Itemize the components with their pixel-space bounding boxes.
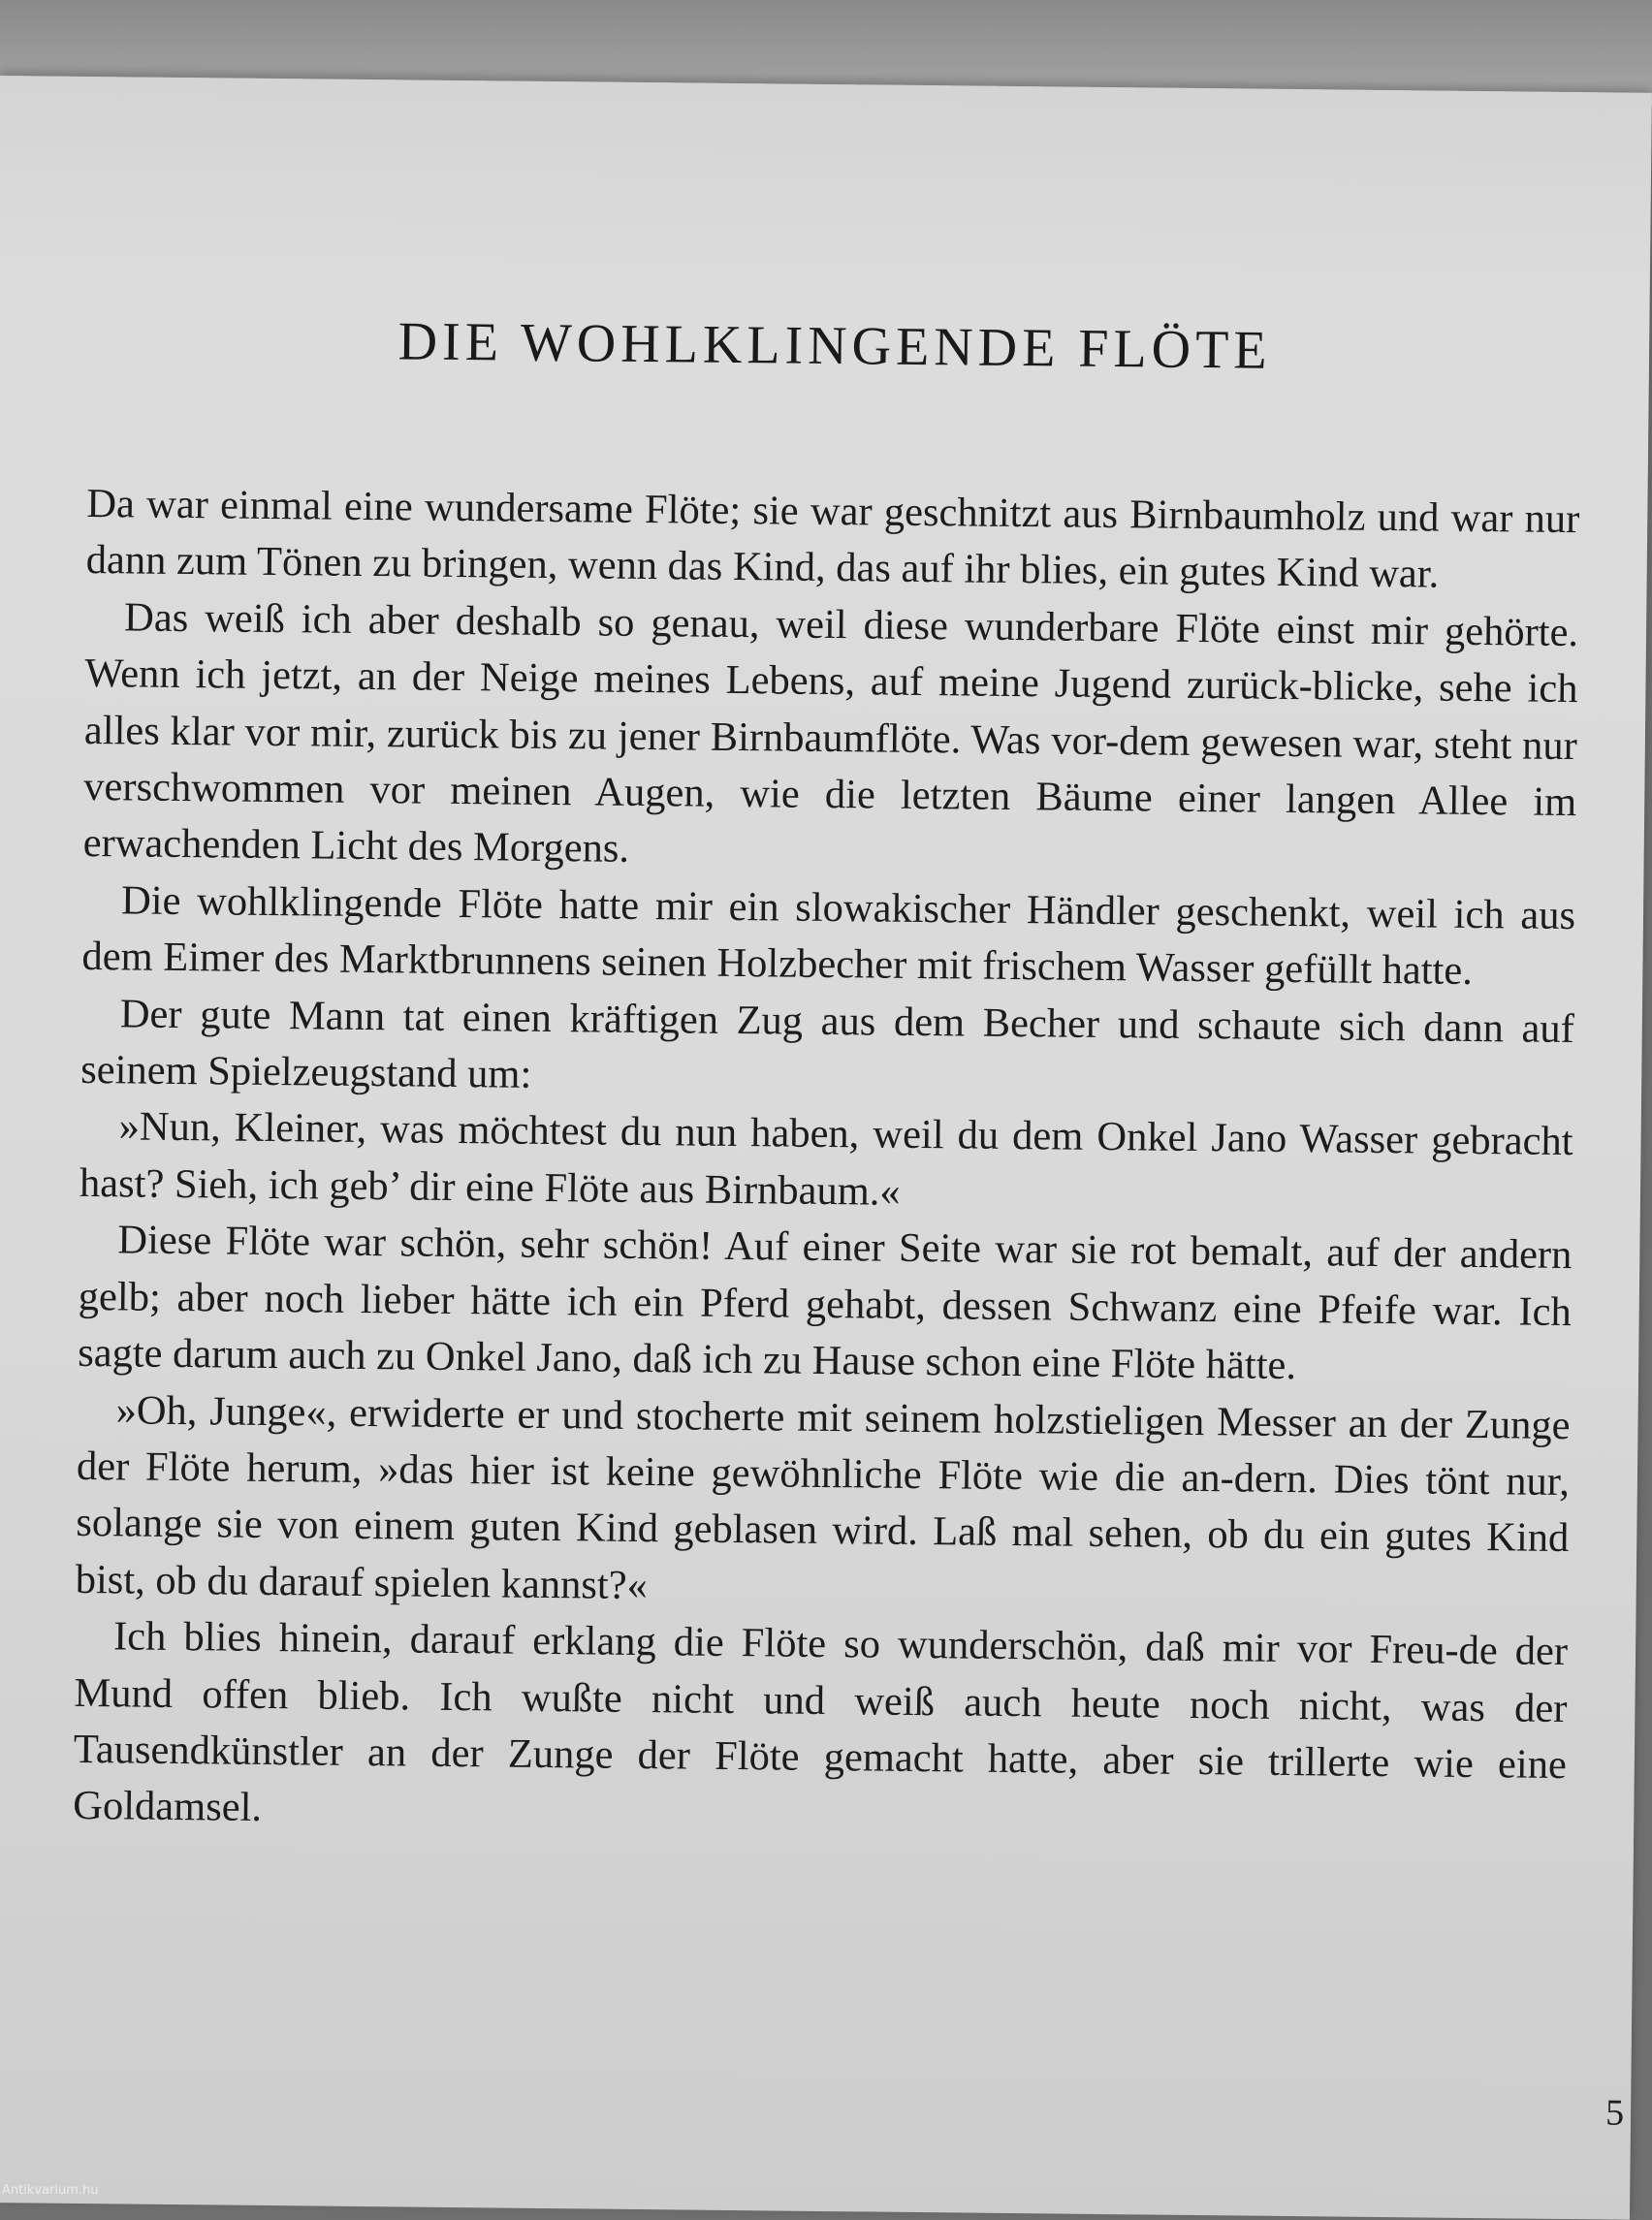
paragraph-6: Diese Flöte war schön, sehr schön! Auf einer Seite war sie rot bemalt, auf der andern gelb; aber noch lieber hätte ich ein Pferd gehabt, dessen Schwanz eine Pfeife war. Ich sagte darum auch zu Onkel Jano, daß ich zu Hause schon eine Flöte hätte.: [77, 1217, 1573, 1389]
page-content: [69, 77, 1625, 2219]
page-number: 5: [1604, 2092, 1625, 2134]
paragraph-8: Ich blies hinein, darauf erklang die Flöte so wunderschön, daß mir vor Freu-de der Mund offen blieb. Ich wußte nicht und weiß auch heute noch nicht, was der Tausendkünstler an der Zunge der Flöte gemacht hatte, aber sie trillerte wie eine Goldamsel.: [73, 1613, 1569, 1831]
paragraph-7: »Oh, Junge«, erwiderte er und stocherte mit seinem holzstieligen Messer an der Zunge der Flöte herum, »das hier ist keine gewöhnliche Flöte wie die an-dern. Dies tönt nur, solange sie von einem guten Kind geblasen wird. Laß mal sehen, ob du ein gutes Kind bist, ob du darauf spielen kannst?«: [75, 1386, 1571, 1608]
body-text: [73, 476, 1580, 1851]
paragraph-4: Der gute Mann tat einen kräftigen Zug aus dem Becher und schaute sich dann auf seinem Spielzeugstand um:: [80, 991, 1575, 1097]
paragraph-3: Die wohlklingende Flöte hatte mir ein slowakischer Händler geschenkt, weil ich aus dem Eimer des Marktbrunnens seinen Holzbecher mit frischem Wasser gefüllt hatte.: [81, 877, 1576, 995]
chapter-title: DIE WOHLKLINGENDE FLÖTE: [397, 311, 1272, 381]
book-page: [0, 76, 1652, 2220]
paragraph-2: Das weiß ich aber deshalb so genau, weil diese wunderbare Flöte einst mir gehörte. Wenn ich jetzt, an der Neige meines Lebens, auf meine Jugend zurück-blicke, sehe ich alles klar vor mir, zurück bis zu jener Birnbaumflöte. Was vor-dem gewesen war, steht nur verschwommen vor meinen Augen, wie die letzten Bäume einer langen Allee im erwachenden Licht des Morgens.: [82, 594, 1579, 872]
watermark: Antikvarium.hu: [2, 2183, 99, 2198]
paragraph-5: »Nun, Kleiner, was möchtest du nun haben, weil du dem Onkel Jano Wasser gebracht hast? Sieh, ich geb’ dir eine Flöte aus Birnbaum.«: [79, 1103, 1573, 1215]
paragraph-1: Da war einmal eine wundersame Flöte; sie war geschnitzt aus Birnbaumholz und war nur dann zum Tönen zu bringen, wenn das Kind, das auf ihr blies, ein gutes Kind war.: [85, 480, 1580, 597]
